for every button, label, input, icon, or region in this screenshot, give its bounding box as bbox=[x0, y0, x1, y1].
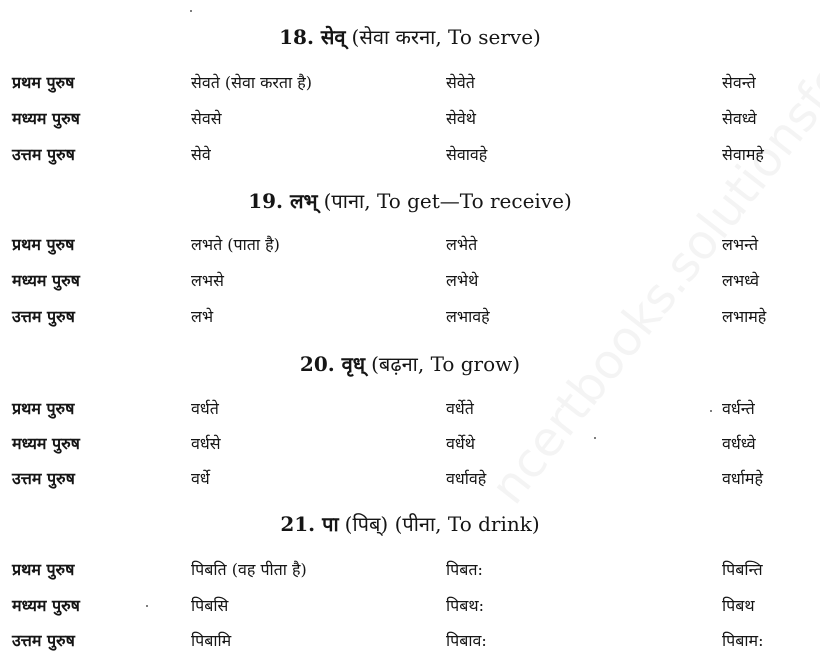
verb-heading bbox=[0, 512, 820, 536]
print-speck bbox=[190, 10, 192, 12]
conjugation-row bbox=[0, 628, 820, 654]
singular-form: वर्धते bbox=[191, 399, 219, 418]
verb-meaning: (पाना, To get—To receive) bbox=[323, 189, 572, 213]
singular-form: वर्धसे bbox=[191, 434, 221, 453]
plural-form: पिबन्ति bbox=[722, 560, 763, 579]
plural-form: वर्धामहे bbox=[722, 469, 763, 488]
dual-form: पिबत: bbox=[446, 560, 483, 579]
person-label: प्रथम पुरुष bbox=[12, 560, 75, 579]
singular-form: सेवसे bbox=[191, 109, 222, 128]
verb-root: 20. वृध् bbox=[299, 352, 366, 376]
plural-form: सेवध्वे bbox=[722, 109, 757, 128]
plural-form: लभध्वे bbox=[722, 271, 760, 290]
dual-form: सेवेथे bbox=[446, 109, 476, 128]
verb-root: 19. लभ् bbox=[248, 189, 318, 213]
singular-form: लभे bbox=[191, 307, 214, 326]
dual-form: सेवेते bbox=[446, 73, 475, 92]
plural-form: सेवामहे bbox=[722, 145, 764, 164]
person-label: मध्यम पुरुष bbox=[12, 596, 80, 615]
person-label: मध्यम पुरुष bbox=[12, 271, 80, 290]
singular-form: लभते (पाता है) bbox=[191, 235, 280, 254]
conjugation-row bbox=[0, 557, 820, 583]
plural-form: पिबथ bbox=[722, 596, 755, 615]
dual-form: पिबाव: bbox=[446, 631, 487, 650]
verb-heading bbox=[0, 189, 820, 213]
plural-form: लभन्ते bbox=[722, 235, 759, 254]
conjugation-row bbox=[0, 268, 820, 294]
dual-form: लभावहे bbox=[446, 307, 490, 326]
person-label: उत्तम पुरुष bbox=[12, 307, 75, 326]
dual-form: वर्धावहे bbox=[446, 469, 487, 488]
person-label: प्रथम पुरुष bbox=[12, 73, 75, 92]
singular-form: सेवते (सेवा करता है) bbox=[191, 73, 313, 92]
person-label: प्रथम पुरुष bbox=[12, 235, 75, 254]
conjugation-row bbox=[0, 70, 820, 96]
print-speck bbox=[710, 410, 712, 412]
conjugation-row bbox=[0, 106, 820, 132]
verb-root: 18. सेव् bbox=[279, 25, 346, 49]
dual-form: लभेथे bbox=[446, 271, 479, 290]
conjugation-row bbox=[0, 232, 820, 258]
verb-meaning: (पिब्) (पीना, To drink) bbox=[344, 512, 540, 536]
singular-form: सेवे bbox=[191, 145, 211, 164]
person-label: उत्तम पुरुष bbox=[12, 631, 75, 650]
person-label: उत्तम पुरुष bbox=[12, 145, 75, 164]
person-label: उत्तम पुरुष bbox=[12, 469, 75, 488]
singular-form: पिबसि bbox=[191, 596, 229, 615]
conjugation-row bbox=[0, 466, 820, 492]
verb-heading bbox=[0, 25, 820, 49]
dual-form: वर्धेते bbox=[446, 399, 474, 418]
dual-form: पिबथ: bbox=[446, 596, 484, 615]
person-label: मध्यम पुरुष bbox=[12, 434, 80, 453]
print-speck bbox=[594, 437, 596, 439]
plural-form: वर्धध्वे bbox=[722, 434, 756, 453]
singular-form: लभसे bbox=[191, 271, 224, 290]
conjugation-row bbox=[0, 304, 820, 330]
plural-form: वर्धन्ते bbox=[722, 399, 755, 418]
verb-meaning: (सेवा करना, To serve) bbox=[351, 25, 541, 49]
dual-form: सेवावहे bbox=[446, 145, 488, 164]
person-label: मध्यम पुरुष bbox=[12, 109, 80, 128]
plural-form: सेवन्ते bbox=[722, 73, 756, 92]
conjugation-row bbox=[0, 142, 820, 168]
verb-meaning: (बढ़ना, To grow) bbox=[371, 352, 521, 376]
dual-form: लभेते bbox=[446, 235, 478, 254]
singular-form: वर्धे bbox=[191, 469, 210, 488]
verb-heading bbox=[0, 352, 820, 376]
conjugation-row bbox=[0, 431, 820, 457]
print-speck bbox=[146, 605, 148, 607]
singular-form: पिबामि bbox=[191, 631, 232, 650]
singular-form: पिबति (वह पीता है) bbox=[191, 560, 307, 579]
plural-form: लभामहे bbox=[722, 307, 767, 326]
plural-form: पिबाम: bbox=[722, 631, 764, 650]
verb-root: 21. पा bbox=[280, 512, 339, 536]
conjugation-row bbox=[0, 396, 820, 422]
dual-form: वर्धेथे bbox=[446, 434, 475, 453]
person-label: प्रथम पुरुष bbox=[12, 399, 75, 418]
conjugation-row bbox=[0, 593, 820, 619]
